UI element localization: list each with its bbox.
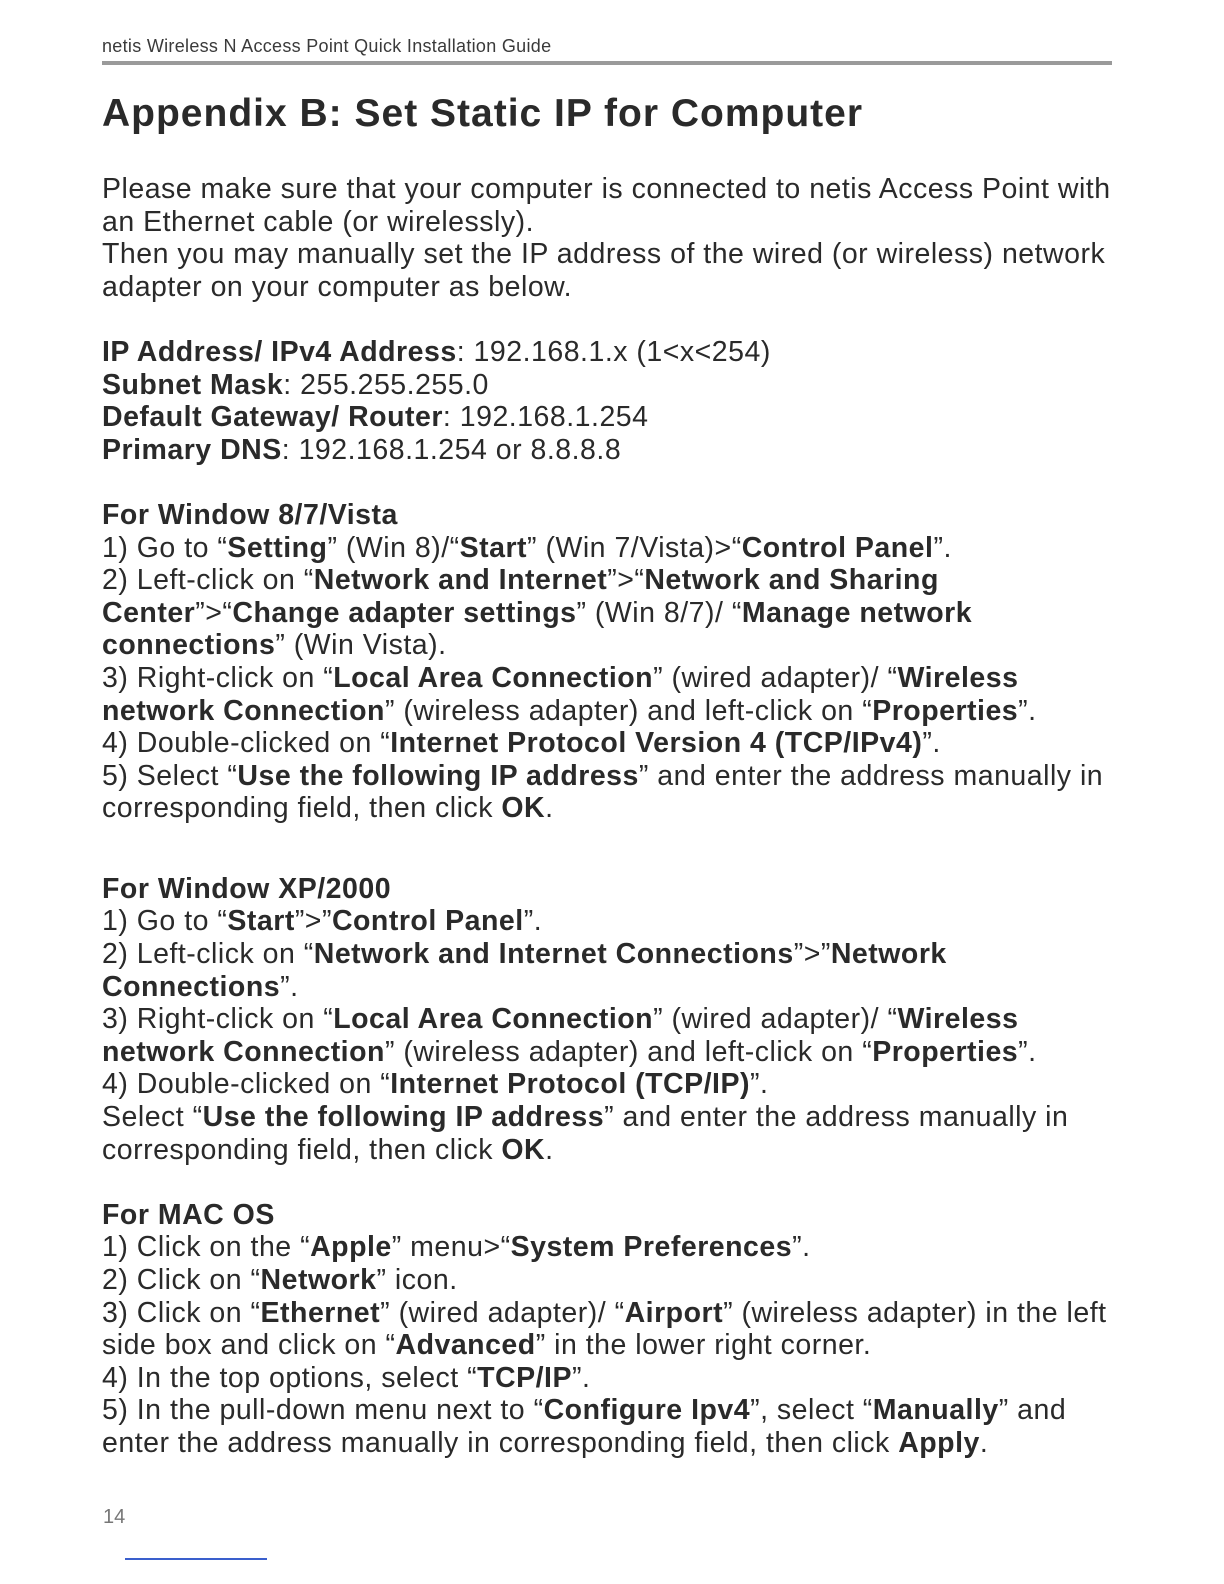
emphasized-term: Wireless network Connection [102,661,1019,727]
section-heading: For MAC OS [102,1198,275,1231]
step-text: 4) In the top options, select “ [102,1361,478,1394]
emphasized-term: Internet Protocol Version 4 (TCP/IPv4) [390,727,923,760]
emphasized-term: Apple [310,1231,392,1264]
step-text: 4) Double-clicked on “ [102,1068,391,1101]
emphasized-term: Use the following IP address [202,1101,605,1134]
emphasized-term: OK [501,1133,546,1166]
step-text: 1) Click on the “ [102,1231,311,1264]
step-text: Select “ [102,1101,203,1134]
emphasized-term: Start [459,531,528,564]
emphasized-term: OK [501,792,546,825]
step-text: 3) Right-click on “ [102,661,334,694]
instruction-step [102,760,1117,825]
instruction-step [102,1297,1117,1362]
intro-paragraph: Please make sure that your computer is connected to netis Access Point with an Ethernet cable (or wirelessly). [102,173,1111,238]
instruction-step [102,1003,1117,1068]
step-text: ” in the lower right corner. [535,1329,872,1362]
section-heading: For Window 8/7/Vista [102,498,398,531]
step-text: ” and enter the address manually in corresponding field, then click [102,1101,1069,1166]
page-number: 14 [103,1506,126,1528]
step-text: ” (Win 8/7)/ “ [576,596,742,629]
step-text: 5) Select “ [102,759,238,792]
emphasized-term: Local Area Connection [333,661,654,694]
step-text: ” (wireless adapter) and left-click on “ [384,694,873,727]
setting-row [102,401,1117,434]
emphasized-term: Change adapter settings [232,596,577,629]
instruction-step [102,564,1117,662]
step-text: ” (wireless adapter) and left-click on “ [384,1035,873,1068]
section-windows-8-7-vista [102,499,1117,825]
emphasized-term: Local Area Connection [333,1003,654,1036]
instruction-step [102,1362,1117,1395]
emphasized-term: Properties [872,1035,1019,1068]
setting-label: Default Gateway/ Router [102,401,443,434]
step-text: ”. [523,905,543,938]
section-windows-xp-2000 [102,873,1117,1166]
step-text: ” (wired adapter)/ “ [380,1296,625,1329]
step-text: ”>” [294,905,332,938]
step-text: ”. [933,531,952,564]
setting-value: : 192.168.1.x (1<x<254) [456,335,771,368]
emphasized-term: TCP/IP [477,1361,572,1394]
step-text: 4) Double-clicked on “ [102,727,391,760]
step-text: ”>“ [607,564,645,597]
setting-value: : 192.168.1.254 or 8.8.8.8 [281,433,622,466]
setting-row [102,369,1117,402]
step-text: ” icon. [376,1264,458,1296]
step-text: ” (wired adapter)/ “ [653,1003,898,1036]
emphasized-term: Properties [872,694,1019,727]
emphasized-term: Network and Sharing Center [102,564,939,629]
step-text: . [545,1133,554,1166]
step-text: ”, select “ [750,1394,873,1427]
page-title: Appendix B: Set Static IP for Computer [102,92,864,135]
setting-label: Subnet Mask [102,368,284,401]
step-text: ”. [1018,694,1037,727]
setting-label: Primary DNS [102,433,282,466]
instruction-step [102,1231,1117,1264]
step-text: ” (Win Vista). [275,629,447,662]
emphasized-term: Apply [898,1426,980,1459]
setting-row [102,336,1117,369]
emphasized-term: Network Connections [102,938,947,1003]
emphasized-term: Ethernet [260,1296,381,1329]
step-text: ” and enter the address manually in corresponding field, then click [102,1394,1067,1459]
instruction-step [102,1068,1117,1101]
emphasized-term: Advanced [395,1329,536,1362]
emphasized-term: Wireless network Connection [102,1003,1019,1068]
emphasized-term: Network [260,1264,377,1296]
emphasized-term: Internet Protocol (TCP/IP) [390,1068,750,1101]
setting-value: : 255.255.255.0 [283,368,489,401]
step-text: 2) Left-click on “ [102,564,314,597]
instruction-step [102,938,1117,1003]
emphasized-term: System Preferences [510,1231,793,1264]
step-text: ”>“ [195,596,233,629]
setting-value: : 192.168.1.254 [442,401,649,434]
instruction-step [102,662,1117,727]
step-text: . [545,792,554,825]
step-text: ” menu>“ [391,1231,511,1264]
step-text: ”. [749,1068,769,1101]
emphasized-term: Manage network connections [102,596,973,662]
instruction-step [102,1101,1117,1166]
emphasized-term: Network and Internet [313,564,608,597]
header-divider [102,61,1112,65]
instruction-step [102,1264,1117,1297]
step-text: ”. [922,727,941,760]
document-body [102,173,1117,1460]
emphasized-term: Control Panel [741,531,934,564]
step-text: ” (wired adapter)/ “ [653,661,898,694]
instruction-step [102,727,1117,760]
step-text: . [979,1426,989,1459]
instruction-step [102,532,1117,565]
ip-settings-list [102,336,1117,466]
step-text: ”. [571,1361,591,1394]
emphasized-term: Manually [872,1394,999,1427]
emphasized-term: Airport [624,1296,724,1329]
step-text: ”. [280,970,299,1003]
instruction-step [102,905,1117,938]
section-mac-os [102,1199,1117,1460]
emphasized-term: Start [227,905,295,938]
emphasized-term: Use the following IP address [237,759,639,792]
intro-paragraph: Then you may manually set the IP address of the wired (or wireless) network adapter on your computer as below. [102,238,1106,303]
emphasized-term: Setting [227,531,328,564]
step-text: 5) In the pull-down menu next to “ [102,1394,544,1427]
emphasized-term: Control Panel [331,905,524,938]
setting-label: IP Address/ IPv4 Address [102,335,457,368]
step-text: 2) Click on “ [102,1264,261,1296]
running-header: netis Wireless N Access Point Quick Installation Guide [102,36,552,56]
step-text: 3) Click on “ [102,1296,261,1329]
step-text: ” (wireless adapter) in the left side box and click on “ [102,1296,1107,1362]
step-text: 2) Left-click on “ [102,938,314,971]
section-heading: For Window XP/2000 [102,872,392,905]
step-text: ” and enter the address manually in corresponding field, then click [102,759,1104,825]
step-text: 3) Right-click on “ [102,1003,334,1036]
instruction-step [102,1394,1117,1459]
step-text: ”. [792,1231,811,1264]
step-text: ”>” [793,938,831,971]
emphasized-term: Network and Internet Connections [313,938,794,971]
step-text: ”. [1018,1035,1037,1068]
footer-link-underline [125,1558,267,1560]
step-text: ” (Win 7/Vista)>“ [527,531,742,564]
step-text: 1) Go to “ [102,905,228,938]
step-text: 1) Go to “ [102,531,228,564]
emphasized-term: Configure Ipv4 [543,1394,751,1427]
step-text: ” (Win 8)/“ [327,531,460,564]
setting-row [102,434,1117,467]
